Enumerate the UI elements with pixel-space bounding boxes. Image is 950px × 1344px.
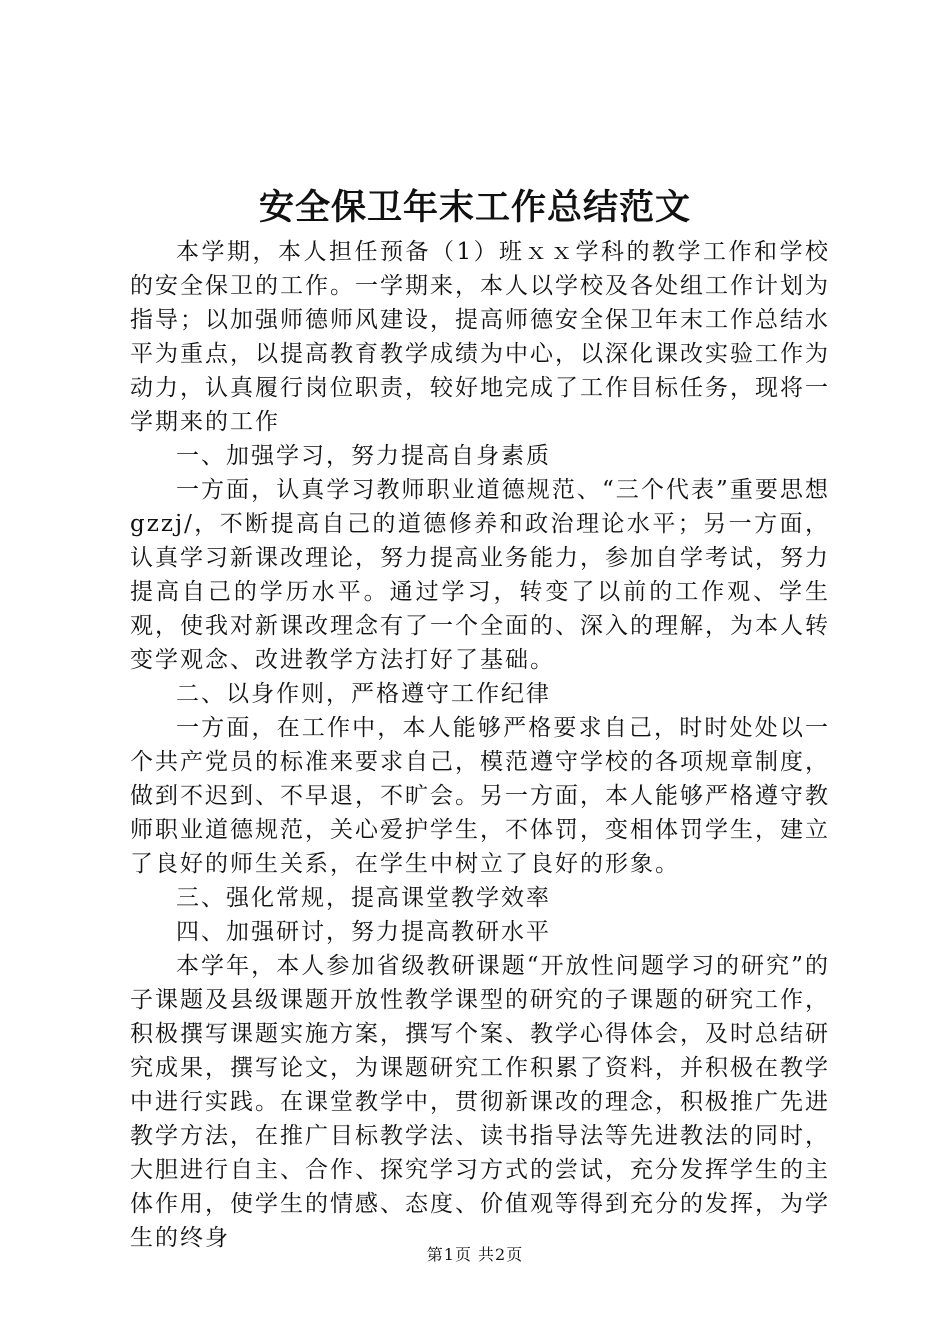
document-title: 安全保卫年末工作总结范文 xyxy=(258,187,691,228)
section-paragraph-2: 一方面，在工作中，本人能够严格要求自己，时时处处以一个共产党员的标准来要求自己，模范遵守学校的各项规章制度，做到不迟到、不早退，不旷会。另一方面，本人能够严格遵守教师职业道德规范，关心爱护学生，不体罚，变相体罚学生，建立了良好的师生关系，在学生中树立了良好的形象。 xyxy=(130,715,830,877)
intro-paragraph: 本学期，本人担任预备（1）班ｘｘ学科的教学工作和学校的安全保卫的工作。一学期来，本人以学校及各处组工作计划为指导；以加强师德师风建设，提高师德安全保卫年末工作总结水平为重点，以提高教育教学成绩为中心，以深化课改实验工作为动力，认真履行岗位职责，较好地完成了工作目标任务，现将一学期来的工作 xyxy=(130,239,830,435)
section-paragraph-1: 一方面，认真学习教师职业道德规范、“三个代表”重要思想gzzj/，不断提高自己的道德修养和政治理论水平；另一方面，认真学习新课改理论，努力提高业务能力，参加自学考试，努力提高自己的学历水平。通过学习，转变了以前的工作观、学生观，使我对新课改理念有了一个全面的、深入的理解，为本人转变学观念、改进教学方法打好了基础。 xyxy=(130,477,830,673)
section-heading-2: 二、以身作则，严格遵守工作纪律 xyxy=(176,681,551,707)
document-body xyxy=(130,235,830,1255)
section-heading-4: 四、加强研讨，努力提高教研水平 xyxy=(176,919,551,945)
section-paragraph-4: 本学年，本人参加省级教研课题“开放性问题学习的研究”的子课题及县级课题开放性教学课型的研究的子课题的研究工作，积极撰写课题实施方案，撰写个案、教学心得体会，及时总结研究成果，撰写论文，为课题研究工作积累了资料，并积极在教学中进行实践。在课堂教学中，贯彻新课改的理念，积极推广先进教学方法，在推广目标教学法、读书指导法等先进教法的同时，大胆进行自主、合作、探究学习方式的尝试，充分发挥学生的主体作用，使学生的情感、态度、价值观等得到充分的发挥，为学生的终身 xyxy=(130,953,830,1251)
section-heading-3: 三、强化常规，提高课堂教学效率 xyxy=(176,885,551,911)
section-heading-1: 一、加强学习，努力提高自身素质 xyxy=(176,443,551,469)
page-indicator: 第1页 共2页 xyxy=(426,1245,524,1264)
